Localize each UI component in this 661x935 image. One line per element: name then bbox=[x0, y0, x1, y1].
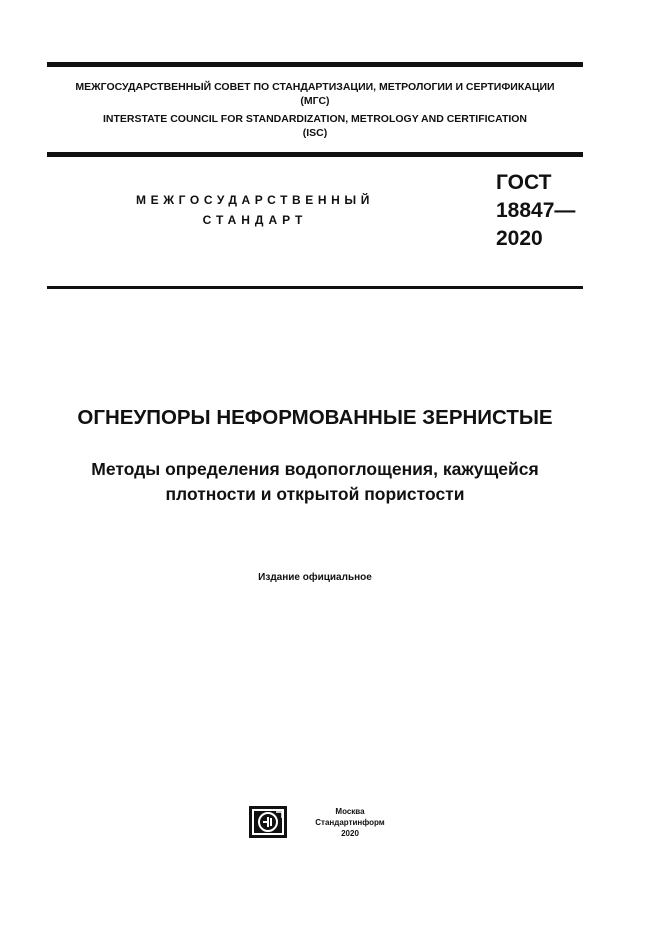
bottom-rule bbox=[47, 286, 583, 289]
publisher-city: Москва bbox=[335, 807, 365, 816]
council-abbr-ru: (МГС) bbox=[300, 95, 330, 107]
gost-designation bbox=[496, 169, 575, 253]
publisher-name: Стандартинформ bbox=[315, 818, 385, 827]
publisher-info bbox=[300, 806, 400, 839]
gost-number: 18847— bbox=[496, 199, 576, 222]
council-abbr-en: (ISC) bbox=[302, 127, 328, 139]
middle-rule bbox=[47, 152, 583, 157]
council-name-ru: МЕЖГОСУДАРСТВЕННЫЙ СОВЕТ ПО СТАНДАРТИЗАЦИИ, МЕТРОЛОГИИ И СЕРТИФИКАЦИИ bbox=[75, 81, 555, 93]
document-subtitle bbox=[47, 457, 583, 507]
standard-kind-line2: СТАНДАРТ bbox=[202, 213, 308, 227]
publisher-year: 2020 bbox=[341, 829, 359, 838]
subtitle-line-2: плотности и открытой пористости bbox=[165, 484, 465, 504]
standard-kind-line1: МЕЖГОСУДАРСТВЕННЫЙ bbox=[136, 193, 374, 207]
edition-note: Издание официальное bbox=[258, 572, 372, 583]
gost-year: 2020 bbox=[496, 227, 543, 250]
document-title: ОГНЕУПОРЫ НЕФОРМОВАННЫЕ ЗЕРНИСТЫЕ bbox=[77, 406, 553, 429]
council-name-en: INTERSTATE COUNCIL FOR STANDARDIZATION, METROLOGY AND CERTIFICATION bbox=[102, 113, 528, 125]
gost-label: ГОСТ bbox=[496, 171, 552, 194]
top-rule bbox=[47, 62, 583, 67]
standartinform-logo-icon bbox=[249, 806, 287, 838]
subtitle-line-1: Методы определения водопоглощения, кажущейся bbox=[91, 459, 539, 479]
